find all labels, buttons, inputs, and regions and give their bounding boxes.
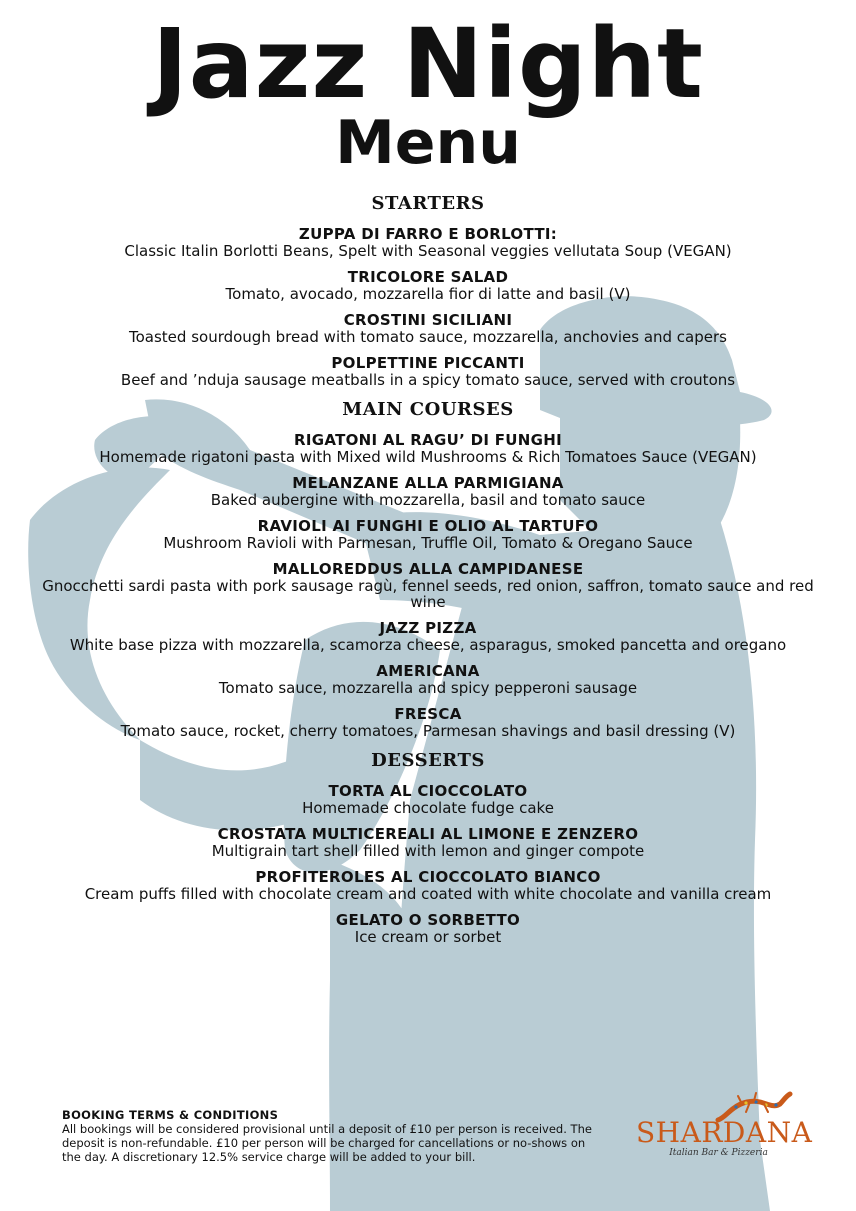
menu-item	[30, 706, 826, 739]
terms-title: BOOKING TERMS & CONDITIONS	[62, 1108, 279, 1122]
item-description: Mushroom Ravioli with Parmesan, Truffle Oil, Tomato & Oregano Sauce	[163, 534, 693, 552]
section-starters	[30, 192, 826, 388]
item-description: Homemade chocolate fudge cake	[302, 799, 554, 817]
item-description: Tomato, avocado, mozzarella fior di latte and basil (V)	[225, 285, 631, 303]
item-description: Classic Italin Borlotti Beans, Spelt with Seasonal veggies vellutata Soup (VEGAN)	[124, 242, 732, 260]
item-name: PROFITEROLES AL CIOCCOLATO BIANCO	[255, 868, 601, 886]
menu-item	[30, 226, 826, 259]
section-desserts	[30, 749, 826, 945]
section-title: DESSERTS	[371, 750, 485, 771]
item-description: Baked aubergine with mozzarella, basil and tomato sauce	[210, 491, 646, 509]
shardana-logo	[636, 1090, 813, 1170]
item-name: POLPETTINE PICCANTI	[331, 354, 525, 372]
item-name: TRICOLORE SALAD	[347, 268, 509, 286]
menu	[30, 192, 826, 955]
logo-tagline: Italian Bar & Pizzeria	[669, 1148, 768, 1158]
menu-item	[30, 912, 826, 945]
booking-terms	[62, 1108, 592, 1164]
menu-item	[30, 663, 826, 696]
item-description: Homemade rigatoni pasta with Mixed wild Mushrooms & Rich Tomatoes Sauce (VEGAN)	[99, 448, 757, 466]
item-name: RIGATONI AL RAGU’ DI FUNGHI	[294, 431, 562, 449]
menu-item	[30, 620, 826, 653]
menu-item	[30, 783, 826, 816]
item-name: CROSTATA MULTICEREALI AL LIMONE E ZENZERO	[217, 825, 639, 843]
item-description: White base pizza with mozzarella, scamorza cheese, asparagus, smoked pancetta and oregano	[69, 636, 787, 654]
menu-item	[30, 826, 826, 859]
section-title: STARTERS	[371, 193, 485, 214]
item-name: MALLOREDDUS ALLA CAMPIDANESE	[272, 560, 584, 578]
menu-item	[30, 355, 826, 388]
item-name: RAVIOLI AI FUNGHI E OLIO AL TARTUFO	[257, 517, 599, 535]
item-name: FRESCA	[394, 705, 462, 723]
menu-item	[30, 561, 826, 610]
terms-text: All bookings will be considered provisional until a deposit of £10 per person is received. The deposit is non-refundable. £10 per person will be charged for cancellations or no-shows on the day. A discretionary 12.5% service charge will be added to your bill.	[62, 1122, 592, 1164]
menu-item	[30, 269, 826, 302]
item-description: Tomato sauce, rocket, cherry tomatoes, Parmesan shavings and basil dressing (V)	[120, 722, 736, 740]
menu-item	[30, 869, 826, 902]
item-description: Multigrain tart shell filled with lemon and ginger compote	[211, 842, 645, 860]
logo-wordmark: SHARDANA	[636, 1116, 813, 1149]
item-description: Beef and ’nduja sausage meatballs in a spicy tomato sauce, served with croutons	[120, 371, 736, 389]
item-description: Cream puffs filled with chocolate cream and coated with white chocolate and vanilla cream	[84, 885, 772, 903]
item-name: MELANZANE ALLA PARMIGIANA	[292, 474, 564, 492]
item-description: Ice cream or sorbet	[354, 928, 502, 946]
item-name: TORTA AL CIOCCOLATO	[328, 782, 528, 800]
item-name: JAZZ PIZZA	[379, 619, 477, 637]
menu-item	[30, 475, 826, 508]
menu-item	[30, 518, 826, 551]
page-title: Jazz Night	[152, 8, 704, 120]
item-name: AMERICANA	[376, 662, 480, 680]
page-subtitle: Menu	[335, 108, 521, 178]
menu-item	[30, 312, 826, 345]
section-main-courses	[30, 398, 826, 739]
item-description: Toasted sourdough bread with tomato sauce, mozzarella, anchovies and capers	[129, 328, 727, 346]
item-name: ZUPPA DI FARRO E BORLOTTI:	[298, 225, 558, 243]
item-name: GELATO O SORBETTO	[335, 911, 521, 929]
item-description: Gnocchetti sardi pasta with pork sausage ragù, fennel seeds, red onion, saffron, tomato sauce and red wine	[42, 577, 814, 611]
item-name: CROSTINI SICILIANI	[343, 311, 513, 329]
menu-item	[30, 432, 826, 465]
item-description: Tomato sauce, mozzarella and spicy pepperoni sausage	[218, 679, 638, 697]
section-title: MAIN COURSES	[342, 399, 514, 420]
